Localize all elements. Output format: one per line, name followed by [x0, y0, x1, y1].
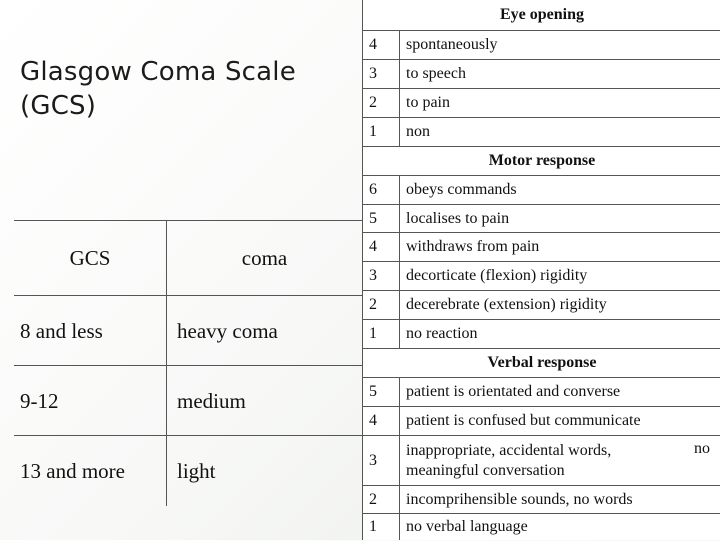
description: patient is orientated and converse	[399, 378, 720, 406]
slide-title-line1: Glasgow Coma Scale	[20, 57, 296, 87]
description: non	[399, 118, 720, 146]
score: 2	[369, 94, 377, 111]
description: incomprihensible sounds, no words	[399, 486, 720, 513]
table-row	[14, 365, 362, 436]
table-row	[14, 295, 362, 366]
description: to speech	[399, 60, 720, 88]
score: 4	[369, 238, 377, 255]
score: 6	[369, 181, 377, 198]
list-item	[363, 204, 720, 232]
score: 5	[369, 209, 377, 227]
list-item	[363, 485, 720, 513]
description: no reaction	[399, 320, 720, 348]
list-item	[363, 88, 720, 117]
list-item	[363, 59, 720, 88]
list-item	[363, 513, 720, 540]
score: 4	[369, 412, 377, 429]
list-item	[363, 435, 720, 485]
list-item	[363, 261, 720, 290]
list-item	[363, 30, 720, 59]
overflow-text: no	[694, 440, 710, 457]
gcs-range: 8 and less	[20, 318, 103, 343]
coma-level: medium	[166, 366, 362, 436]
list-item	[363, 290, 720, 319]
list-item	[363, 319, 720, 348]
verbal-response-section-title: Verbal response	[363, 348, 720, 377]
gcs-scale-table	[362, 0, 720, 540]
score: 1	[369, 325, 377, 342]
description: withdraws from pain	[399, 233, 720, 261]
list-item	[363, 406, 720, 435]
score: 3	[369, 451, 377, 469]
eye-opening-section-title: Eye opening	[499, 6, 584, 23]
coma-level: light	[166, 436, 362, 506]
list-item	[363, 175, 720, 204]
table-row	[14, 435, 362, 541]
gcs-header-row	[14, 220, 362, 296]
description: decerebrate (extension) rigidity	[399, 291, 720, 319]
gcs-classification-table	[14, 220, 362, 540]
list-item	[363, 232, 720, 261]
score: 1	[369, 518, 377, 535]
score: 3	[369, 65, 377, 82]
description: inappropriate, accidental words, meaningful conversation	[399, 436, 720, 485]
description: localises to pain	[399, 205, 720, 232]
score: 2	[369, 296, 377, 313]
slide-title-line2: (GCS)	[20, 91, 97, 121]
description: no verbal language	[399, 514, 720, 540]
score: 4	[369, 36, 377, 53]
list-item	[363, 377, 720, 406]
list-item	[363, 117, 720, 146]
description: decorticate (flexion) rigidity	[399, 262, 720, 290]
gcs-range: 9-12	[20, 388, 59, 413]
score: 5	[369, 383, 377, 400]
gcs-header: GCS	[69, 246, 111, 270]
score: 3	[369, 267, 377, 284]
gcs-range: 13 and more	[20, 458, 125, 483]
slide-title	[20, 55, 340, 123]
coma-header: coma	[166, 221, 362, 296]
description: spontaneously	[399, 31, 720, 59]
coma-level: heavy coma	[166, 296, 362, 366]
description: to pain	[399, 89, 720, 117]
score: 2	[369, 490, 377, 508]
description: patient is confused but communicate	[399, 407, 720, 435]
score: 1	[369, 123, 377, 140]
motor-response-section-title: Motor response	[363, 146, 720, 175]
description: obeys commands	[399, 176, 720, 204]
